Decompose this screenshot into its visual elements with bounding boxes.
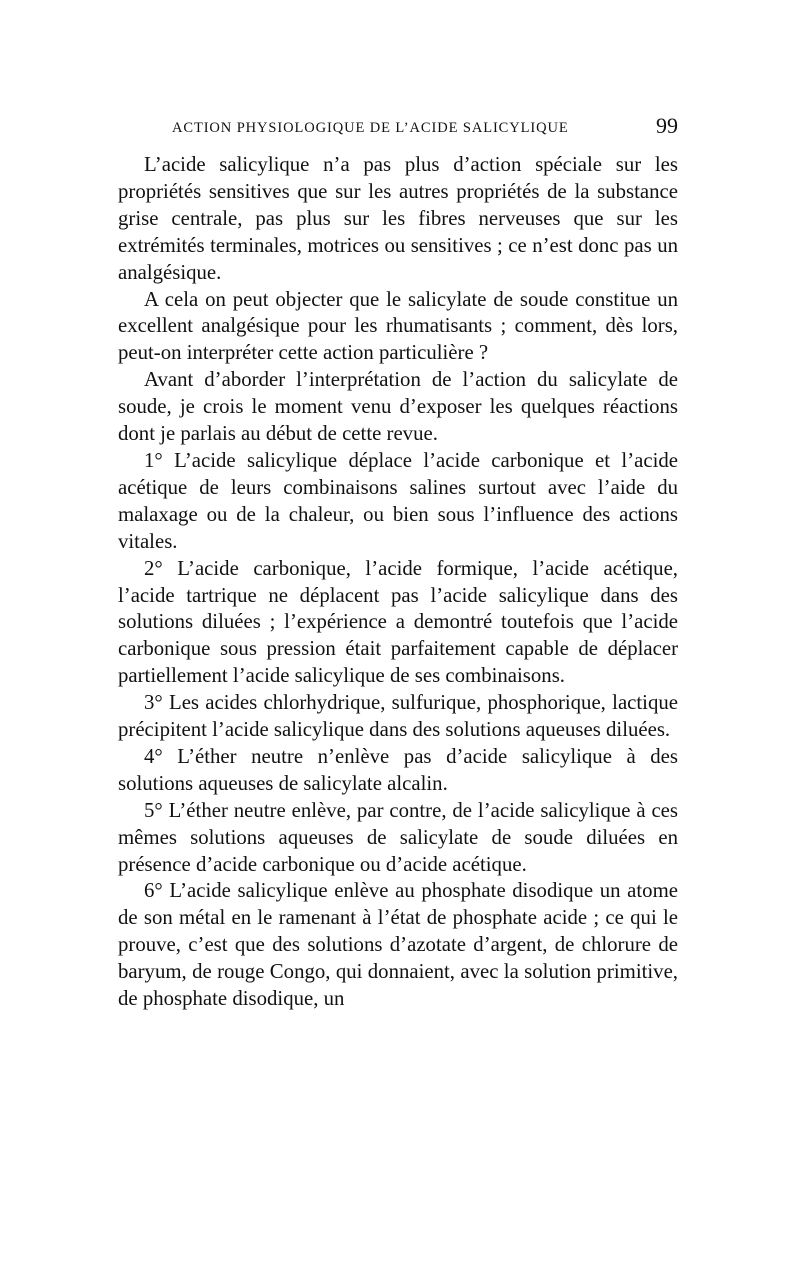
paragraph-1: L’acide salicylique n’a pas plus d’action spéciale sur les propriétés sensitives que sur les autres propriétés de la substance grise centrale, pas plus sur les fibres nerveuses que sur les extrémités terminales, motrices ou sensitives ; ce n’est donc pas un analgésique.	[118, 153, 678, 284]
paragraph-9: 6° L’acide salicylique enlève au phosphate disodique un atome de son métal en le ramenant à l’état de phosphate acide ; ce qui le prouve, c’est que des solutions d’azotate d’argent, de chlorure de baryum, de rouge Congo, qui donnaient, avec la solution primitive, de phosphate disodique, un	[118, 879, 678, 1011]
paragraph-2: A cela on peut objecter que le salicylate de soude constitue un excellent analgésique pour les rhumatisants ; comment, dès lors, peut-on interpréter cette action particulière ?	[118, 287, 678, 365]
page-number: 99	[656, 113, 678, 138]
paragraph-3: Avant d’aborder l’interprétation de l’action du salicylate de soude, je crois le moment venu d’exposer les quelques réactions dont je parlais au début de cette revue.	[118, 368, 678, 446]
running-head	[118, 112, 678, 144]
paragraph-8: 5° L’éther neutre enlève, par contre, de l’acide salicylique à ces mêmes solutions aqueuses de salicylate de soude diluées en présence d’acide carbonique ou d’acide acétique.	[118, 798, 678, 876]
paragraph-4: 1° L’acide salicylique déplace l’acide carbonique et l’acide acétique de leurs combinaisons salines surtout avec l’aide du malaxage ou de la chaleur, ou bien sous l’influence des actions vitales.	[118, 448, 678, 553]
paragraph-5: 2° L’acide carbonique, l’acide formique, l’acide acétique, l’acide tartrique ne déplacent pas l’acide salicylique dans des solutions diluées ; l’expérience a demontré toutefois que l’acide carbonique sous pression était parfaitement capable de déplacer partiellement l’acide salicylique de ses combinaisons.	[118, 556, 678, 688]
book-page	[118, 112, 678, 1013]
paragraph-7: 4° L’éther neutre n’enlève pas d’acide salicylique à des solutions aqueuses de salicylate alcalin.	[118, 744, 678, 795]
paragraph-6: 3° Les acides chlorhydrique, sulfurique, phosphorique, lactique précipitent l’acide salicylique dans des solutions aqueuses diluées.	[118, 691, 678, 742]
body-text	[118, 152, 678, 1013]
running-title: ACTION PHYSIOLOGIQUE DE L’ACIDE SALICYLIQUE	[172, 120, 569, 136]
